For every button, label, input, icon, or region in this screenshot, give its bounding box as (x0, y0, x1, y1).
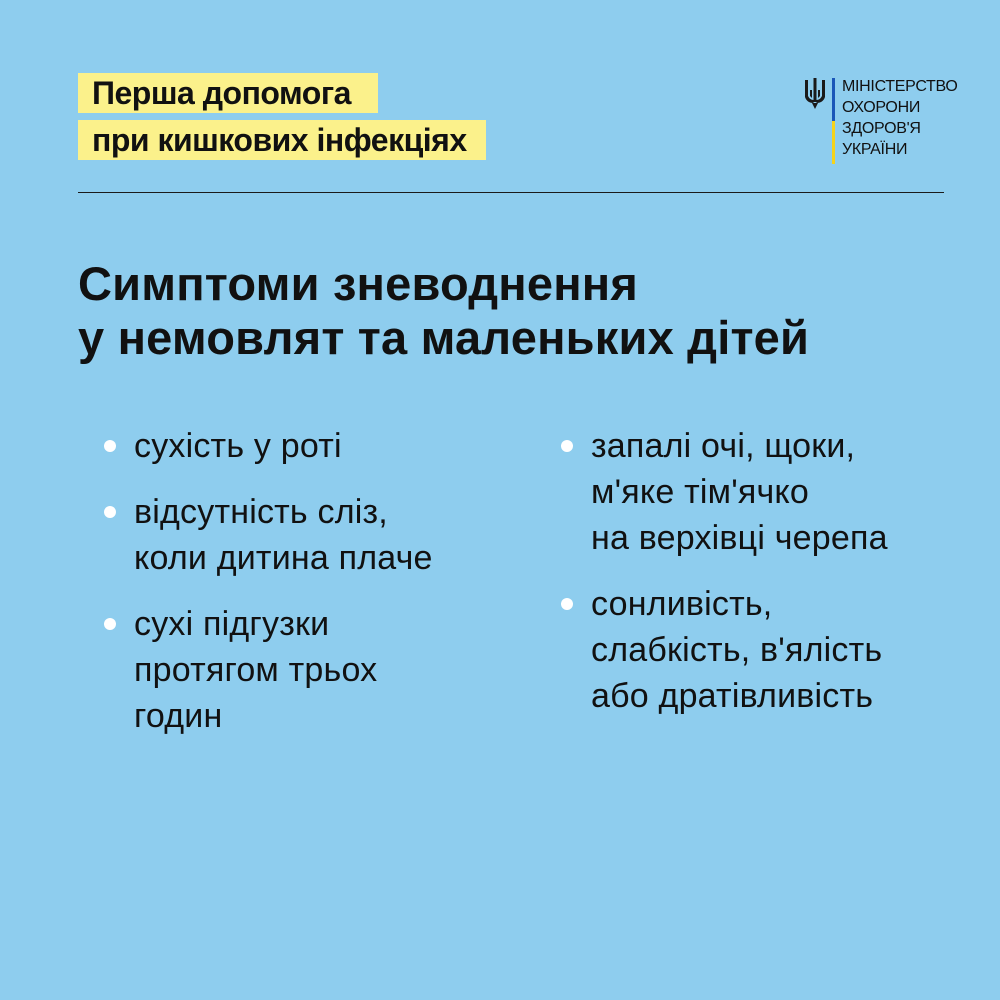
ministry-name (842, 76, 958, 160)
ministry-name-line-2: ОХОРОНИ (842, 99, 921, 116)
ministry-name-line-4: УКРАЇНИ (842, 141, 908, 158)
bullet-icon (561, 440, 573, 452)
symptom-text: сухі підгузки протягом трьох годин (134, 605, 378, 735)
list-item (104, 489, 524, 581)
ministry-flag-bar (832, 78, 835, 164)
symptom-text: сухість у роті (134, 427, 342, 465)
symptom-text: сонливість, слабкість, в'ялість або дратівливість (591, 585, 883, 715)
list-item (104, 423, 524, 469)
list-item (104, 601, 524, 739)
list-item (561, 423, 981, 561)
main-title (78, 257, 958, 365)
ministry-name-line-1: МІНІСТЕРСТВО (842, 78, 958, 95)
main-title-line-1: Симптоми зневоднення (78, 257, 639, 310)
header-tag-line-2: при кишкових інфекціях (78, 120, 486, 160)
header-divider (78, 192, 944, 193)
bullet-icon (104, 506, 116, 518)
symptom-list-left (104, 423, 524, 759)
symptom-list-right (561, 423, 981, 739)
bullet-icon (561, 598, 573, 610)
symptom-text: відсутність сліз, коли дитина плаче (134, 493, 433, 577)
ministry-logo (804, 78, 958, 170)
ministry-name-line-3: ЗДОРОВ'Я (842, 120, 921, 137)
main-title-line-2: у немовлят та маленьких дітей (78, 311, 810, 364)
symptom-text: запалі очі, щоки, м'яке тім'ячко на верхівці черепа (591, 427, 888, 557)
list-item (561, 581, 981, 719)
trident-icon (804, 78, 826, 110)
bullet-icon (104, 440, 116, 452)
bullet-icon (104, 618, 116, 630)
header-tag-line-1: Перша допомога (78, 73, 378, 113)
